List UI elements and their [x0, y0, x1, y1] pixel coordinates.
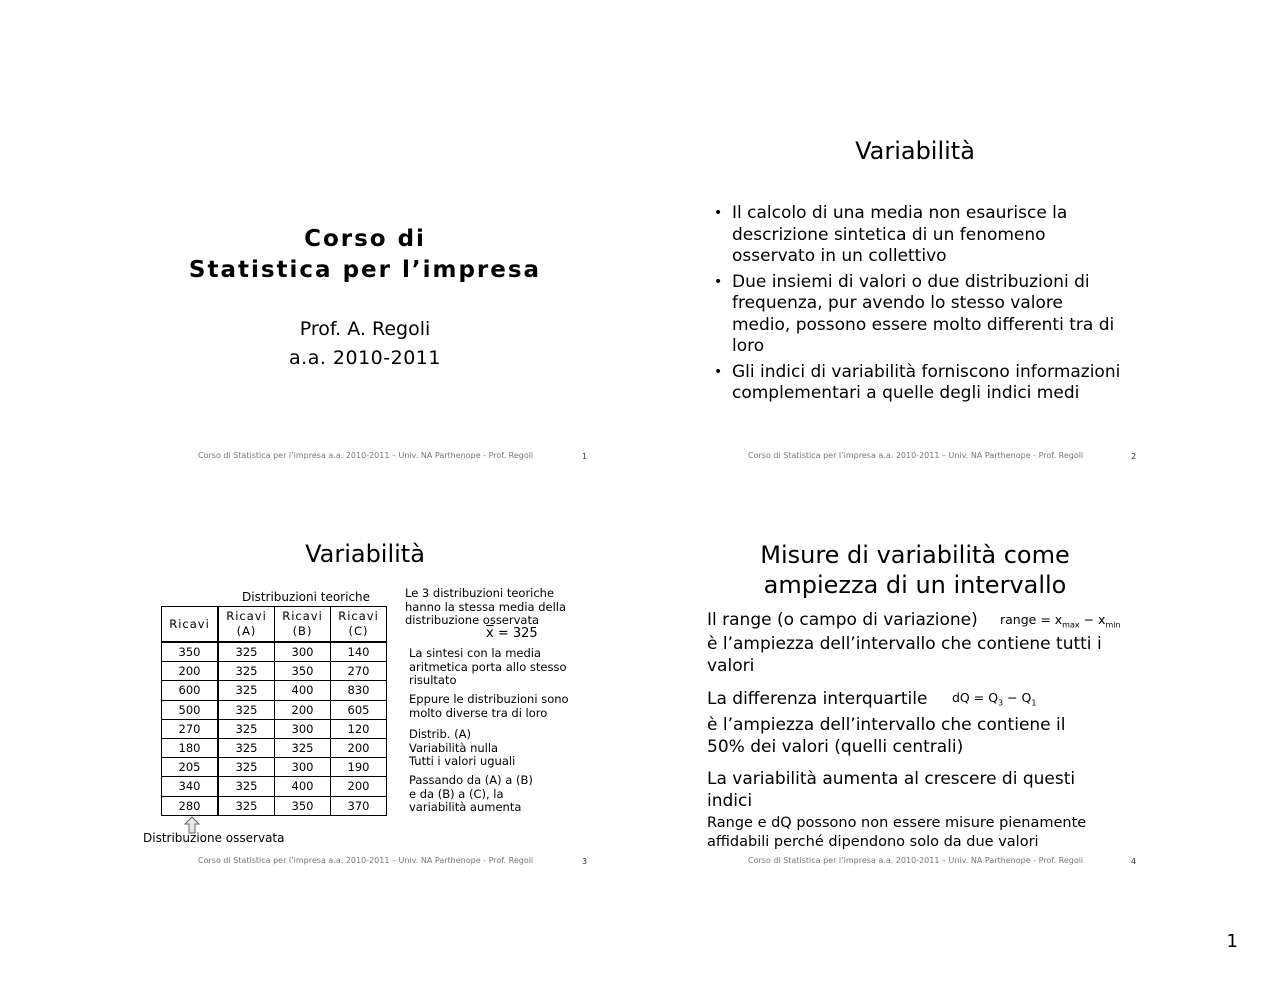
bullet-icon: •: [714, 205, 723, 221]
distribution-table: [161, 606, 387, 816]
bullet-icon: •: [714, 273, 723, 290]
table-row: 200 325 350 270: [162, 662, 387, 681]
sheet-page-number: 1: [1226, 931, 1238, 952]
table-row: 350 325 300 140: [162, 642, 387, 662]
increase-text: La variabilità aumenta al crescere di questi indici: [707, 769, 1076, 811]
slide1-academic-year: a.a. 2010-2011: [289, 347, 441, 369]
table-row: 340 325 400 200: [162, 777, 387, 796]
slide1-page-number: 1: [582, 452, 588, 461]
slide1-title: [165, 224, 565, 286]
slide1-footer: Corso di Statistica per l’impresa a.a. 2010-2011 – Univ. NA Parthenope - Prof. Regoli: [198, 451, 534, 460]
slide2-page-number: 2: [1131, 452, 1137, 461]
bullet-icon: •: [714, 363, 723, 380]
range-description: è l’ampiezza dell’intervallo che contiene tutti i valori: [707, 634, 1102, 676]
slide3-footer: Corso di Statistica per l’impresa a.a. 2010-2011 – Univ. NA Parthenope - Prof. Regoli: [198, 856, 534, 865]
range-text: Il range (o campo di variazione): [707, 610, 978, 630]
slide1-title-line2: Statistica per l’impresa: [188, 257, 542, 283]
slide2-bullet-list: [714, 203, 1124, 409]
note-same-mean: Le 3 distribuzioni teoriche hanno la stessa media della distribuzione osservata: [405, 586, 567, 627]
observed-distribution-label: Distribuzione osservata: [143, 831, 285, 845]
slide4-title: Misure di variabilità come ampiezza di un intervallo: [760, 541, 1070, 599]
iqr-formula: dQ = $Q_3 - Q_1$: [952, 690, 1037, 708]
table-row: 180 325 325 200: [162, 738, 387, 757]
note-distrib-a: Distrib. (A) Variabilità nulla Tutti i valori uguali: [409, 727, 516, 768]
slide3-title: Variabilità: [305, 540, 425, 568]
table-row: 280 325 350 370: [162, 796, 387, 815]
note-different: Eppure le distribuzioni sono molto diverse tra di loro: [409, 692, 569, 720]
table-row: 205 325 300 190: [162, 758, 387, 777]
table-header: Ricavi (A): [218, 607, 275, 643]
table-row: 600 325 400 830: [162, 681, 387, 700]
reliability-text: Range e dQ possono non essere misure pienamente affidabili perché dipendono solo da due valori: [707, 815, 1087, 850]
slide2-footer: Corso di Statistica per l’impresa a.a. 2010-2011 – Univ. NA Parthenope - Prof. Regoli: [748, 451, 1084, 460]
note-variability-increase: Passando da (A) a (B) e da (B) a (C), la variabilità aumenta: [409, 773, 533, 814]
iqr-text: La differenza interquartile: [707, 689, 928, 709]
slide1-professor: Prof. A. Regoli: [299, 318, 431, 340]
table-caption: Distribuzioni teoriche: [242, 590, 371, 604]
iqr-description: è l’ampiezza dell’intervallo che contiene il 50% dei valori (quelli centrali): [707, 715, 1066, 757]
table-header: Ricavi: [162, 607, 219, 643]
slide4-page-number: 4: [1131, 857, 1137, 866]
slide3-page-number: 3: [582, 857, 588, 866]
table-header: Ricavi (C): [331, 607, 387, 643]
table-header: Ricavi (B): [275, 607, 331, 643]
slide1-title-line1: Corso di: [304, 226, 426, 252]
slide4-footer: Corso di Statistica per l’impresa a.a. 2010-2011 – Univ. NA Parthenope - Prof. Regoli: [748, 856, 1084, 865]
range-formula: range = $x_{max} - x_{min}$: [1000, 612, 1121, 630]
note-synthesis: La sintesi con la media aritmetica porta allo stesso risultato: [409, 646, 567, 687]
slide2-title: Variabilità: [855, 137, 975, 165]
list-item: • Il calcolo di una media non esaurisce la descrizione sintetica di un fenomeno osservato in un collettivo: [714, 203, 1068, 266]
mean-formula: $\overline{x} = 325$: [486, 626, 538, 641]
table-header-row: [162, 607, 387, 643]
list-item: • Gli indici di variabilità forniscono informazioni complementari a quelle degli indici medi: [714, 361, 1121, 403]
list-item: • Due insiemi di valori o due distribuzioni di frequenza, pur avendo lo stesso valore medio, possono essere molto differenti tra di loro: [714, 271, 1115, 356]
table-row: 500 325 200 605: [162, 700, 387, 719]
table-row: 270 325 300 120: [162, 719, 387, 738]
